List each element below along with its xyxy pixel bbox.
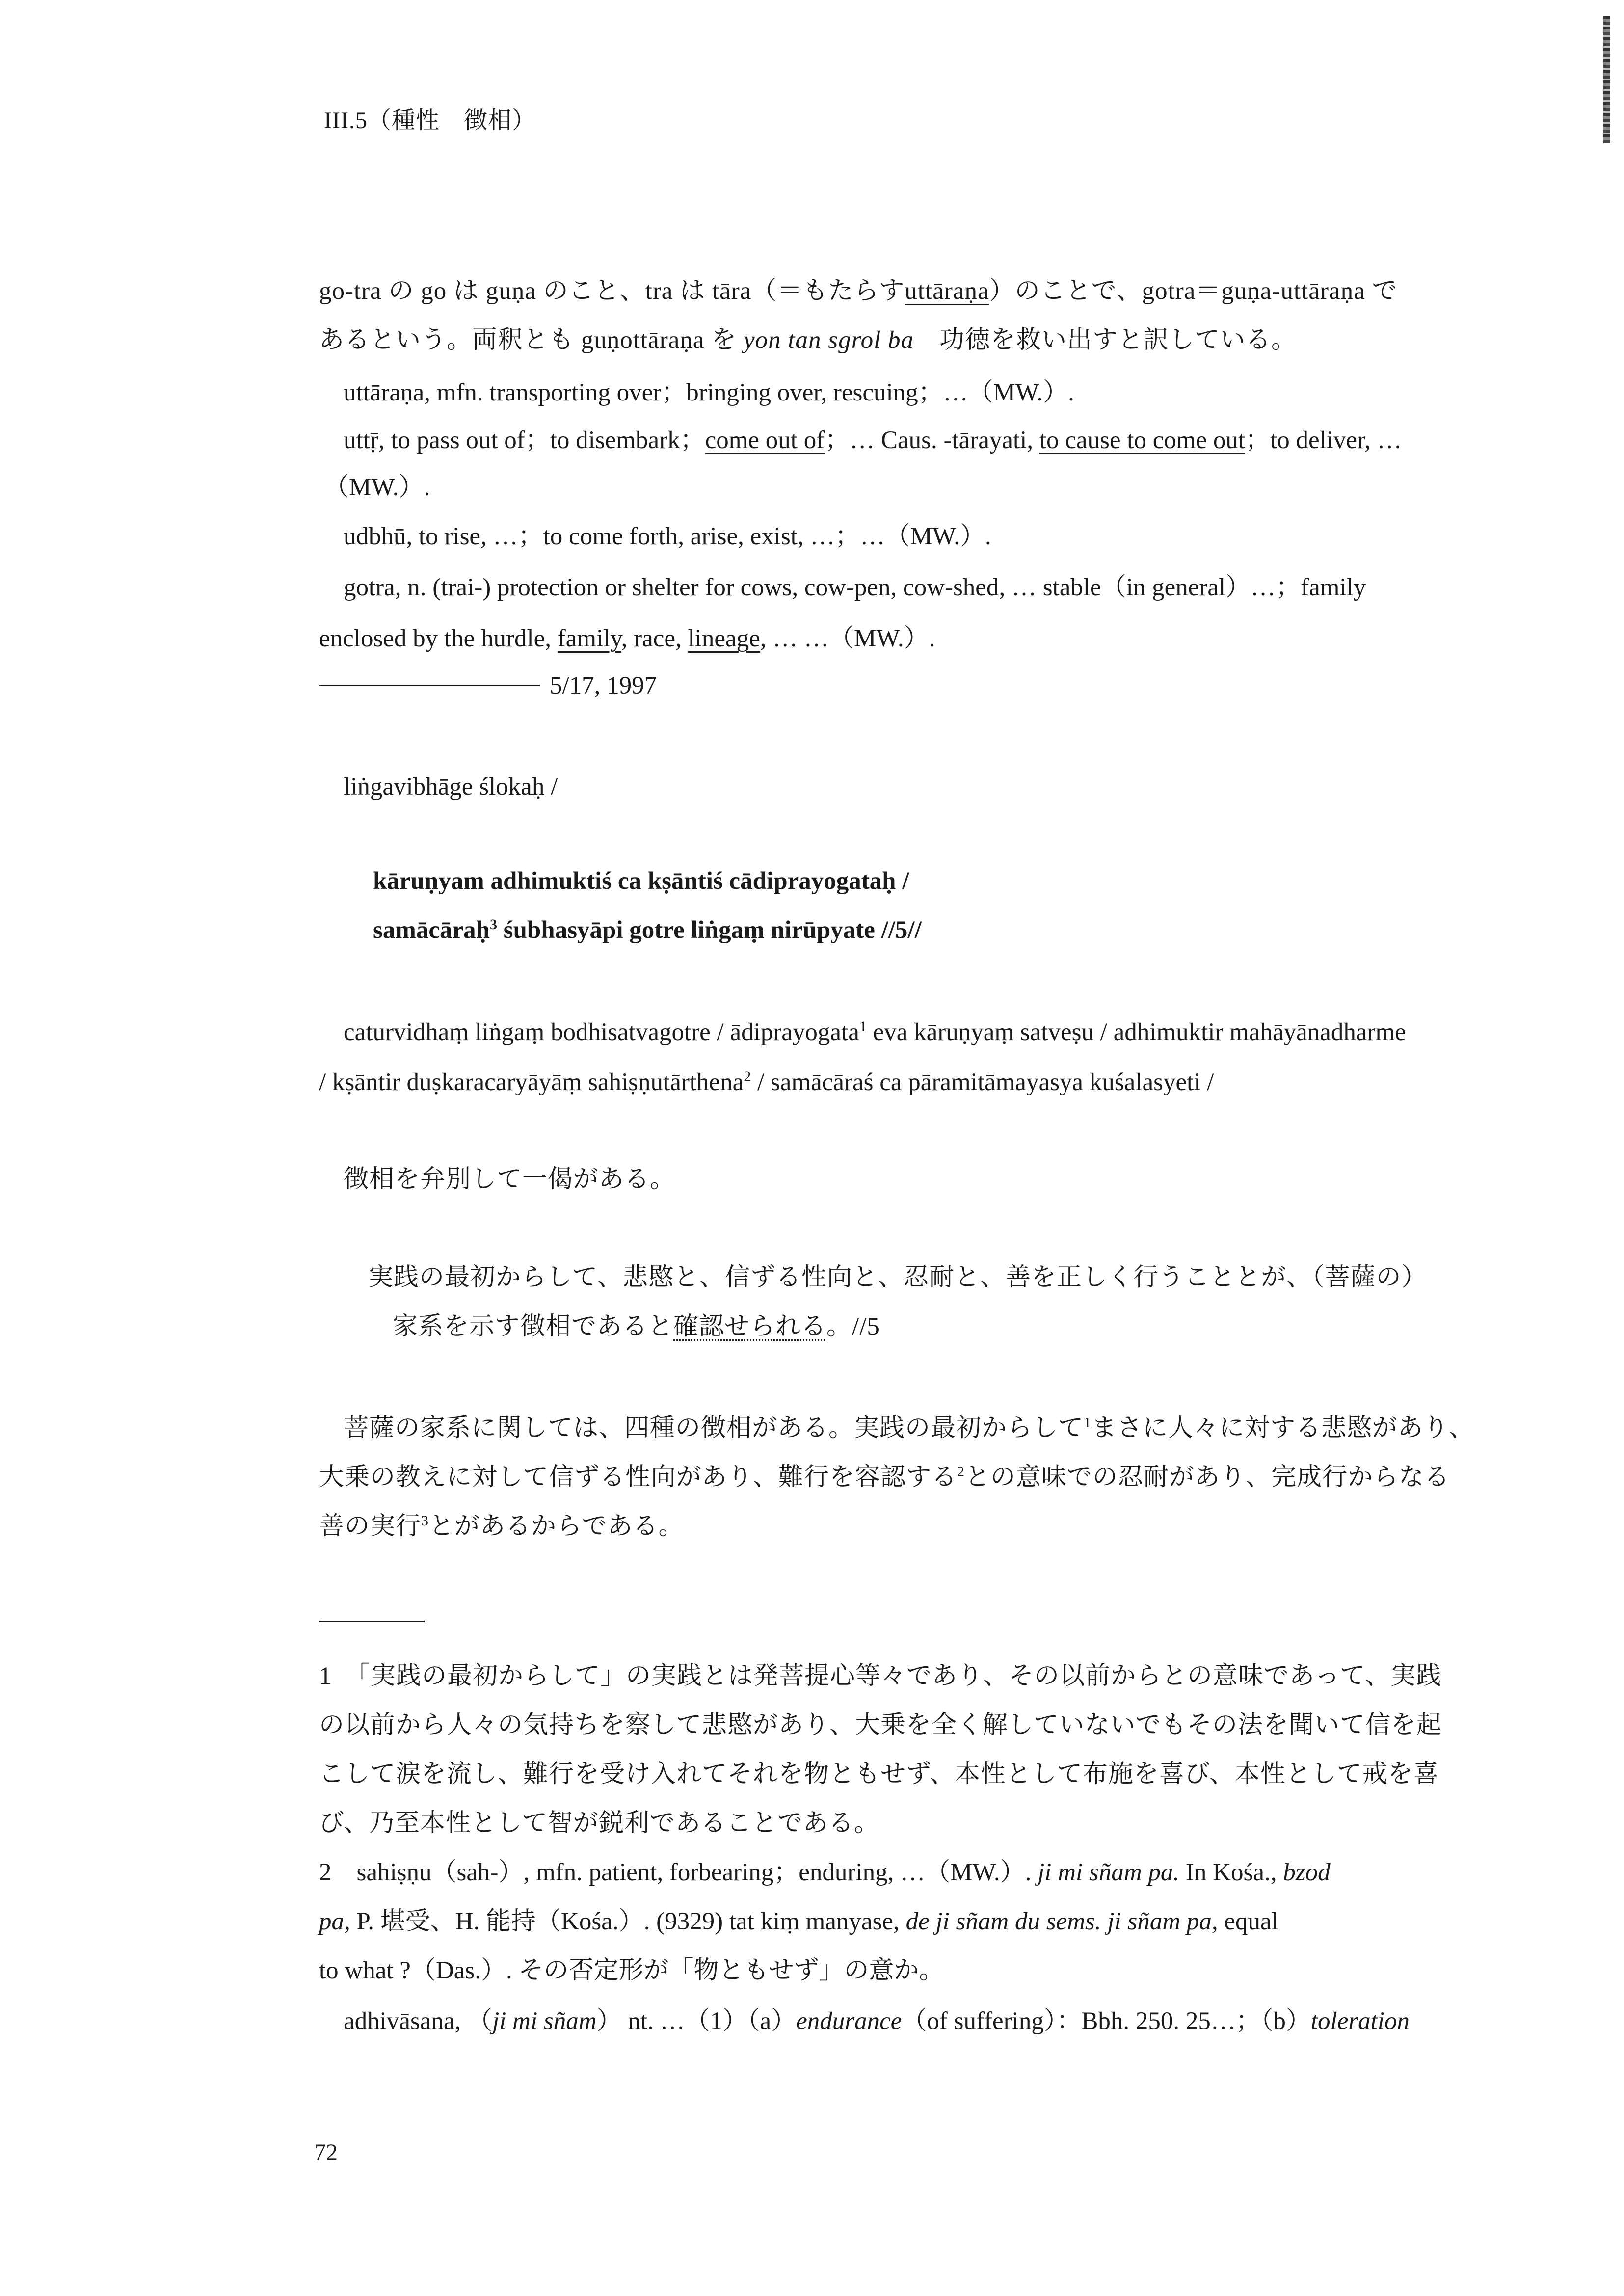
date-stamp: 5/17, 1997 — [550, 672, 657, 699]
intro-text: 功徳を救い出すと訳している。 — [914, 326, 1297, 354]
jp-commentary-text: 大乗の教えに対して信ずる性向があり、難行を容認する — [319, 1464, 958, 1491]
sanskrit-verse-line-1: kāruṇyam adhimuktiś ca kṣāntiś cādiprayogataḥ / — [373, 867, 909, 895]
scan-edge-mark — [1603, 16, 1610, 143]
intro-line-1 — [319, 279, 1397, 304]
english-gloss: toleration — [1310, 2007, 1410, 2035]
footnote-ref: 2 — [744, 1068, 751, 1085]
footnote-text: 2 sahiṣṇu（sah-）, mfn. patient, forbearing；enduring, …（MW.）. — [319, 1859, 1038, 1886]
jp-verse-text: 家系を示す徴相であると — [393, 1313, 674, 1340]
jp-commentary-text: との意味での忍耐があり、完成行からなる — [965, 1464, 1450, 1491]
page-number: 72 — [314, 2139, 338, 2165]
verse-intro: liṅgavibhāge ślokaḥ / — [344, 773, 558, 801]
dict-entry-gotra-1: gotra, n. (trai-) protection or shelter for cows, cow-pen, cow-shed, … stable（in general）…；family — [344, 574, 1366, 601]
date-rule — [319, 685, 540, 686]
footnote-ref: 3 — [489, 916, 497, 933]
jp-commentary-line-2 — [319, 1465, 1450, 1490]
footnote-ref: 3 — [421, 1513, 429, 1529]
tibetan-term: de ji sñam du sems. ji sñam pa, — [905, 1908, 1218, 1935]
dict-text: , … …（MW.）. — [760, 625, 935, 652]
dict-underlined: come out of — [705, 427, 825, 454]
dict-text: ；… Caus. -tārayati, — [825, 427, 1039, 454]
sanskrit-commentary-line-2 — [319, 1070, 1214, 1095]
dict-underlined: lineage — [688, 625, 760, 652]
dict-entry-uttr — [344, 428, 1402, 453]
verse-text: samācāraḥ — [373, 916, 490, 944]
footnote-1-line-1: 1 「実践の最初からして」の実践とは発菩提心等々であり、その以前からとの意味であって、実践 — [319, 1662, 1442, 1690]
commentary-text: caturvidhaṃ liṅgaṃ bodhisatvagotre / ādiprayogata — [344, 1018, 859, 1046]
running-header: III.5（種性 徴相） — [324, 107, 536, 133]
tibetan-term: bzod — [1283, 1859, 1331, 1886]
commentary-text: / kṣāntir duṣkaracaryāyāṃ sahiṣṇutārthena — [319, 1068, 744, 1096]
jp-verse-text: 。//5 — [826, 1313, 880, 1340]
jp-verse-line-1: 実践の最初からして、悲愍と、信ずる性向と、忍耐と、善を正しく行うこととが、（菩薩の） — [368, 1264, 1427, 1291]
footnote-2-line-1 — [319, 1860, 1331, 1885]
intro-line-2 — [319, 328, 1297, 353]
english-gloss: endurance — [796, 2007, 902, 2035]
tibetan-term: yon tan sgrol ba — [743, 326, 914, 354]
dict-entry-uttr-cont: （MW.）. — [324, 474, 430, 501]
footnote-1-line-4: び、乃至本性として智が鋭利であることである。 — [319, 1810, 879, 1837]
dict-entry-uttarana: uttāraṇa, mfn. transporting over；bringing over, rescuing；…（MW.）. — [344, 379, 1074, 406]
jp-commentary-line-3 — [319, 1514, 684, 1539]
footnote-1-line-3: こして涙を流し、難行を受け入れてそれを物ともせず、本性として布施を喜び、本性として戒を喜 — [319, 1761, 1439, 1788]
commentary-text: eva kāruṇyaṃ satveṣu / adhimuktir mahāyānadharme — [866, 1018, 1406, 1046]
dict-entry-gotra-2 — [319, 626, 935, 651]
footnote-text: P. 堪受、H. 能持（Kośa.）. (9329) tat kiṃ manyase, — [350, 1908, 906, 1935]
jp-verse-marked-text: 確認せられる — [673, 1313, 827, 1340]
intro-text: ）のことで、gotra＝guṇa-uttāraṇa で — [989, 277, 1398, 305]
footnote-ref: 1 — [859, 1018, 867, 1035]
jp-commentary-text: 善の実行 — [319, 1513, 422, 1540]
intro-underlined-term: uttāraṇa — [905, 277, 989, 305]
footnote-text: ） nt. …（1）（a） — [596, 2007, 797, 2035]
footnote-text: In Kośa., — [1179, 1859, 1283, 1886]
footnote-1-line-2: の以前から人々の気持ちを察して悲愍があり、大乗を全く解していないでもその法を聞いて信を起 — [319, 1711, 1442, 1739]
dict-underlined: to cause to come out — [1039, 427, 1246, 454]
jp-commentary-text: とがあるからである。 — [429, 1513, 684, 1540]
intro-text: あるという。両釈とも guṇottāraṇa を — [319, 326, 744, 354]
footnote-ref: 2 — [957, 1464, 965, 1480]
footnote-2-line-2 — [319, 1909, 1278, 1934]
dict-text: ；to deliver, … — [1245, 427, 1402, 454]
jp-verse-line-2 — [393, 1314, 880, 1339]
footnote-separator — [319, 1621, 425, 1622]
intro-text: go-tra の go は guṇa のこと、tra は tāra（＝もたらす — [319, 277, 905, 305]
commentary-text: / samācāraś ca pāramitāmayasya kuśalasyeti / — [751, 1068, 1214, 1096]
tibetan-term: ji mi sñam — [492, 2007, 597, 2035]
sanskrit-commentary-line-1 — [344, 1020, 1406, 1045]
tibetan-term: pa, — [319, 1908, 350, 1935]
dict-text: enclosed by the hurdle, — [319, 625, 558, 652]
footnote-text: equal — [1218, 1908, 1278, 1935]
footnote-text: adhivāsana, （ — [344, 2007, 493, 2035]
footnote-text: （of suffering）：Bbh. 250. 25…；（b） — [902, 2007, 1311, 2035]
footnote-ref: 1 — [1084, 1415, 1092, 1431]
verse-text: śubhasyāpi gotre liṅgaṃ nirūpyate //5// — [497, 916, 922, 944]
jp-commentary-line-1 — [344, 1416, 1474, 1441]
footnote-2-line-3: to what ?（Das.）. その否定形が「物ともせず」の意か。 — [319, 1957, 944, 1984]
jp-commentary-text: 菩薩の家系に関しては、四種の徴相がある。実践の最初からして — [344, 1415, 1084, 1442]
jp-commentary-text: まさに人々に対する悲愍があり、 — [1092, 1415, 1475, 1442]
jp-intro: 徴相を弁別して一偈がある。 — [344, 1166, 676, 1193]
dict-entry-udbhu: udbhū, to rise, …；to come forth, arise, exist, …；…（MW.）. — [344, 523, 991, 550]
footnote-2-line-4 — [344, 2009, 1410, 2034]
sanskrit-verse-line-2 — [373, 918, 922, 943]
tibetan-term: ji mi sñam pa. — [1038, 1859, 1180, 1886]
dict-underlined: family — [557, 625, 621, 652]
dict-text: , race, — [621, 625, 688, 652]
dict-text: uttṝ, to pass out of；to disembark； — [344, 427, 705, 454]
